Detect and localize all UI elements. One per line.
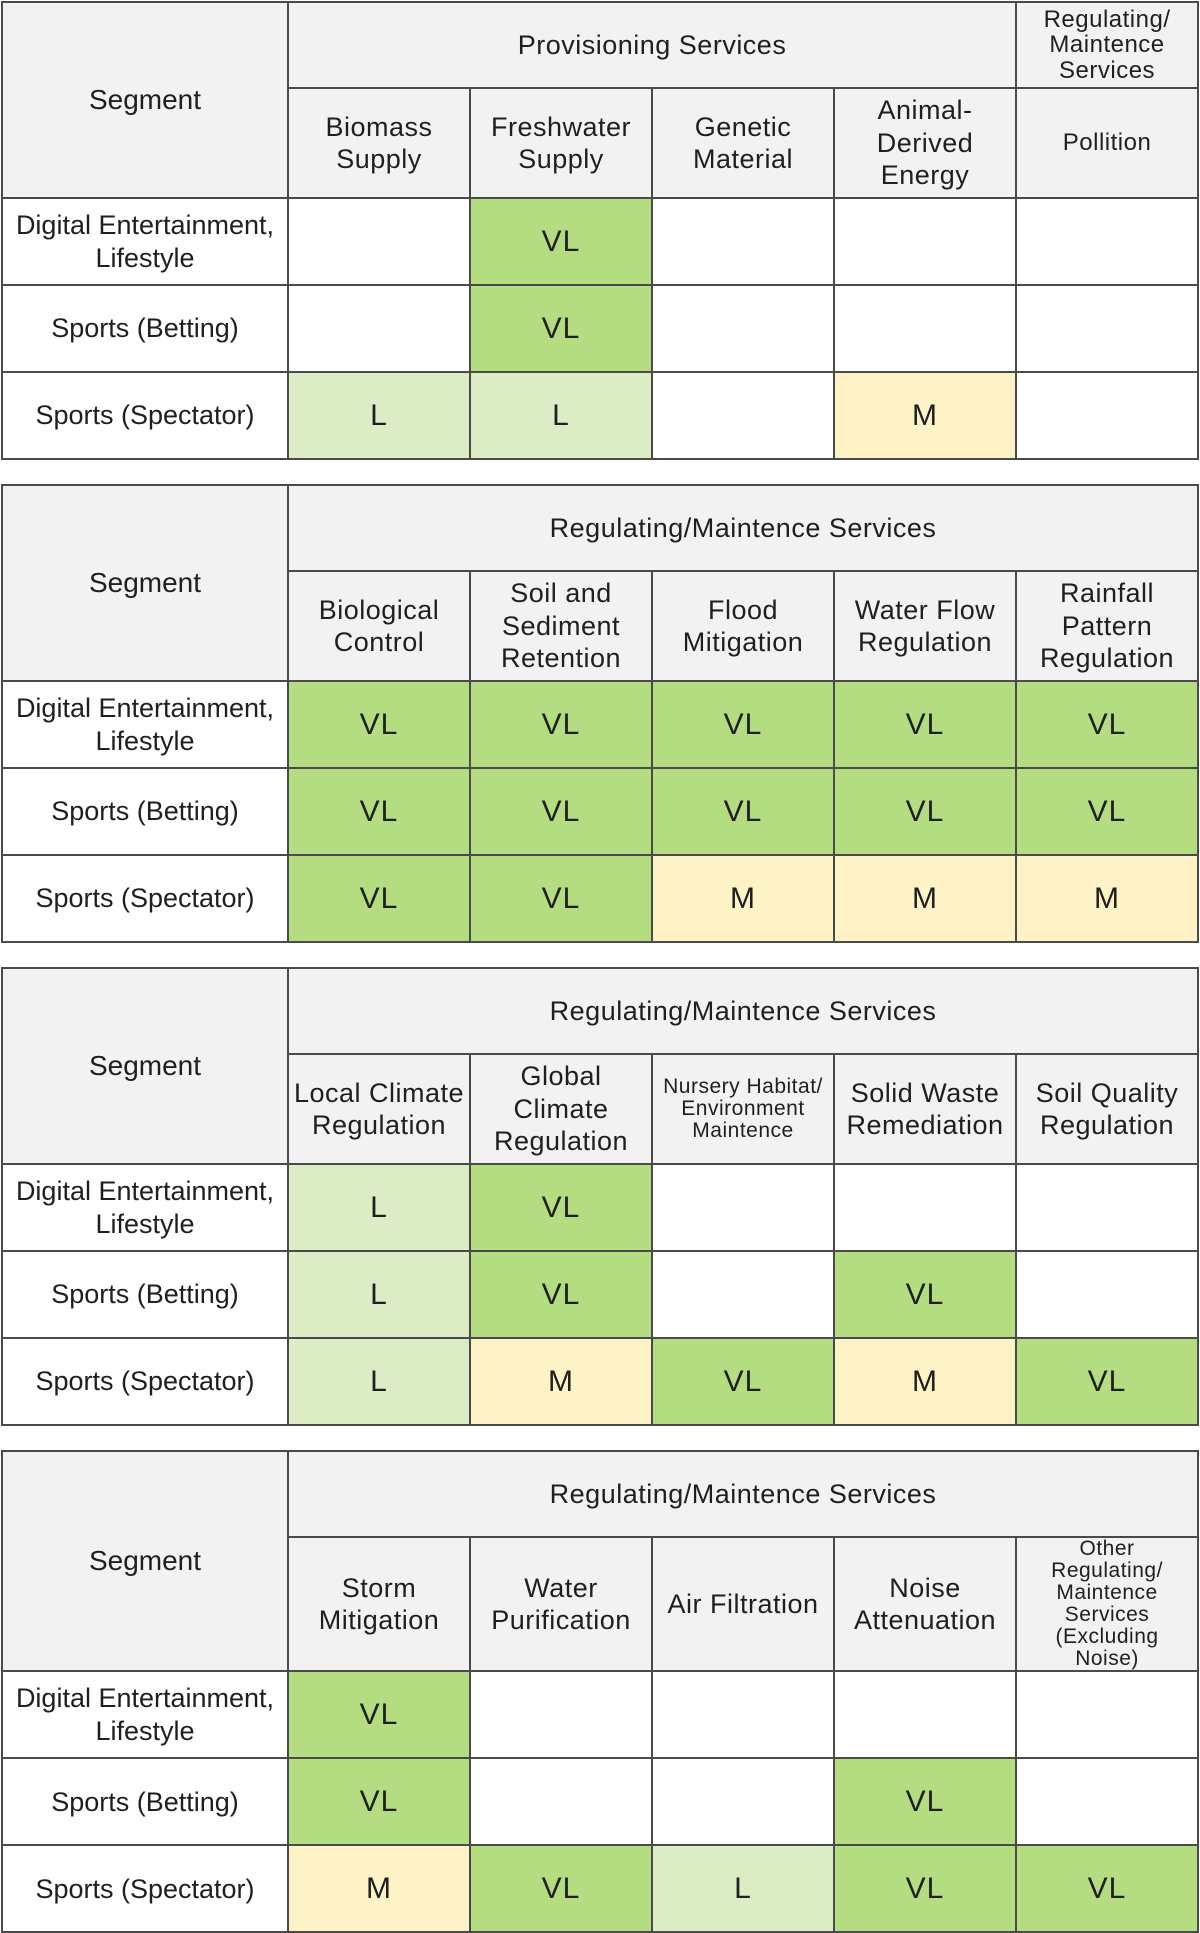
- rating-cell: VL: [1016, 1845, 1198, 1932]
- table-row: [2, 285, 1198, 372]
- rating-cell: L: [652, 1845, 834, 1932]
- rating-cell: [470, 1758, 652, 1845]
- service-group-header: Regulating/Maintence Services: [288, 485, 1198, 571]
- segment-label: Sports (Spectator): [2, 372, 288, 459]
- column-header: Soil and Sediment Retention: [470, 571, 652, 681]
- rating-cell: L: [288, 1164, 470, 1251]
- segment-header: Segment: [2, 485, 288, 681]
- table-row: [2, 768, 1198, 855]
- rating-cell: [470, 1671, 652, 1758]
- rating-cell: M: [834, 855, 1016, 942]
- rating-cell: VL: [1016, 1338, 1198, 1425]
- rating-cell: [834, 1164, 1016, 1251]
- rating-cell: L: [470, 372, 652, 459]
- segment-label: Digital Entertainment, Lifestyle: [2, 1671, 288, 1758]
- column-header: Air Filtration: [652, 1537, 834, 1671]
- rating-cell: VL: [288, 855, 470, 942]
- rating-cell: VL: [288, 768, 470, 855]
- rating-cell: VL: [470, 285, 652, 372]
- rating-cell: VL: [470, 1164, 652, 1251]
- rating-cell: VL: [470, 768, 652, 855]
- rating-cell: VL: [652, 681, 834, 768]
- rating-cell: VL: [470, 198, 652, 285]
- rating-cell: VL: [288, 681, 470, 768]
- segment-header: Segment: [2, 1451, 288, 1671]
- column-header: Solid Waste Remediation: [834, 1054, 1016, 1164]
- rating-cell: [288, 198, 470, 285]
- column-header: Local Climate Regulation: [288, 1054, 470, 1164]
- rating-cell: [652, 1251, 834, 1338]
- rating-cell: VL: [652, 768, 834, 855]
- rating-cell: L: [288, 1251, 470, 1338]
- rating-cell: VL: [834, 1758, 1016, 1845]
- table-row: [2, 1164, 1198, 1251]
- rating-cell: [652, 285, 834, 372]
- rating-cell: VL: [470, 855, 652, 942]
- rating-cell: VL: [1016, 681, 1198, 768]
- segment-header: Segment: [2, 2, 288, 198]
- rating-cell: VL: [470, 1251, 652, 1338]
- segment-label: Digital Entertainment, Lifestyle: [2, 681, 288, 768]
- rating-cell: [1016, 1671, 1198, 1758]
- column-header: Soil Quality Regulation: [1016, 1054, 1198, 1164]
- segment-label: Digital Entertainment, Lifestyle: [2, 198, 288, 285]
- rating-cell: M: [470, 1338, 652, 1425]
- column-header: Nursery Habitat/ Environment Maintence: [652, 1054, 834, 1164]
- rating-cell: [1016, 372, 1198, 459]
- column-header: Freshwater Supply: [470, 88, 652, 198]
- segment-label: Sports (Betting): [2, 768, 288, 855]
- column-header: Pollition: [1016, 88, 1198, 198]
- rating-cell: [834, 285, 1016, 372]
- rating-cell: [1016, 1251, 1198, 1338]
- column-header: Noise Attenuation: [834, 1537, 1016, 1671]
- rating-cell: VL: [834, 1251, 1016, 1338]
- column-header: Global Climate Regulation: [470, 1054, 652, 1164]
- table-row: [2, 1251, 1198, 1338]
- rating-cell: M: [1016, 855, 1198, 942]
- service-group-header: Regulating/Maintence Services: [288, 1451, 1198, 1537]
- segment-label: Sports (Spectator): [2, 1845, 288, 1932]
- column-header: Other Regulating/ Maintence Services (Excluding Noise): [1016, 1537, 1198, 1671]
- table-row: [2, 198, 1198, 285]
- table-row: [2, 1671, 1198, 1758]
- services-table-2: [1, 484, 1199, 943]
- segment-label: Sports (Spectator): [2, 1338, 288, 1425]
- rating-cell: [1016, 285, 1198, 372]
- segment-header: Segment: [2, 968, 288, 1164]
- rating-cell: VL: [470, 1845, 652, 1932]
- rating-cell: VL: [652, 1338, 834, 1425]
- rating-cell: [834, 1671, 1016, 1758]
- rating-cell: [1016, 1164, 1198, 1251]
- rating-cell: [652, 1671, 834, 1758]
- services-table-3: [1, 967, 1199, 1426]
- table-row: [2, 855, 1198, 942]
- service-group-header: Regulating/Maintence Services: [288, 968, 1198, 1054]
- table-row: [2, 1758, 1198, 1845]
- column-header: Rainfall Pattern Regulation: [1016, 571, 1198, 681]
- rating-cell: M: [288, 1845, 470, 1932]
- rating-cell: [652, 1164, 834, 1251]
- services-table-4: [1, 1450, 1199, 1933]
- segment-label: Sports (Betting): [2, 1251, 288, 1338]
- rating-cell: VL: [1016, 768, 1198, 855]
- service-group-header: Regulating/ Maintence Services: [1016, 2, 1198, 88]
- rating-cell: M: [652, 855, 834, 942]
- table-row: [2, 1845, 1198, 1932]
- table-row: [2, 372, 1198, 459]
- column-header: Biomass Supply: [288, 88, 470, 198]
- column-header: Biological Control: [288, 571, 470, 681]
- rating-cell: VL: [834, 1845, 1016, 1932]
- rating-cell: VL: [834, 768, 1016, 855]
- rating-cell: VL: [288, 1758, 470, 1845]
- rating-cell: M: [834, 372, 1016, 459]
- segment-label: Sports (Spectator): [2, 855, 288, 942]
- service-group-header: Provisioning Services: [288, 2, 1016, 88]
- rating-cell: [834, 198, 1016, 285]
- rating-cell: [652, 372, 834, 459]
- segment-label: Digital Entertainment, Lifestyle: [2, 1164, 288, 1251]
- segment-label: Sports (Betting): [2, 1758, 288, 1845]
- column-header: Genetic Material: [652, 88, 834, 198]
- column-header: Storm Mitigation: [288, 1537, 470, 1671]
- rating-cell: M: [834, 1338, 1016, 1425]
- rating-cell: [652, 1758, 834, 1845]
- rating-cell: [288, 285, 470, 372]
- rating-cell: VL: [470, 681, 652, 768]
- rating-cell: [652, 198, 834, 285]
- services-table-1: [1, 1, 1199, 460]
- table-row: [2, 681, 1198, 768]
- table-row: [2, 1338, 1198, 1425]
- rating-cell: [1016, 198, 1198, 285]
- column-header: Water Purification: [470, 1537, 652, 1671]
- rating-cell: VL: [288, 1671, 470, 1758]
- rating-cell: VL: [834, 681, 1016, 768]
- rating-cell: L: [288, 1338, 470, 1425]
- column-header: Water Flow Regulation: [834, 571, 1016, 681]
- rating-cell: L: [288, 372, 470, 459]
- column-header: Flood Mitigation: [652, 571, 834, 681]
- column-header: Animal-Derived Energy: [834, 88, 1016, 198]
- rating-cell: [1016, 1758, 1198, 1845]
- segment-label: Sports (Betting): [2, 285, 288, 372]
